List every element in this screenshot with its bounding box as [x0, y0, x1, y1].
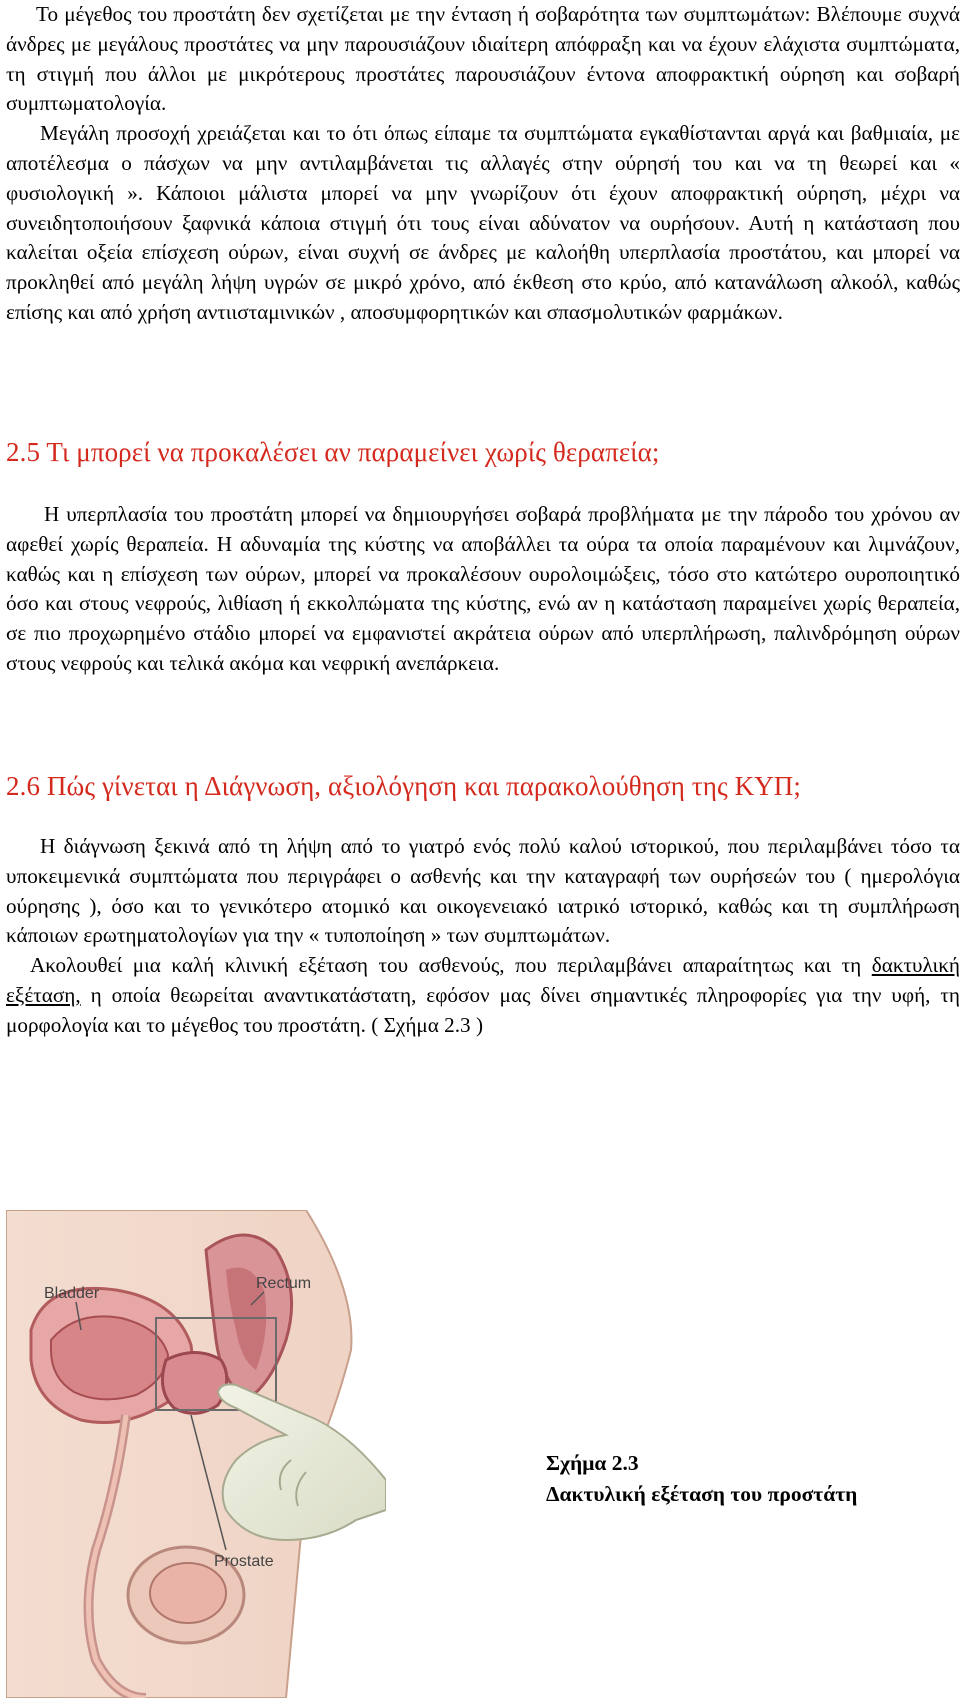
- paragraph-clinical-exam: [6, 951, 960, 1040]
- digital-exam-underlined: δακτυλική εξέταση,: [6, 953, 960, 1007]
- figure-caption: [546, 1448, 857, 1510]
- paragraph-diagnosis-history: Η διάγνωση ξεκινά από τη λήψη από το γιατρό ενός πολύ καλού ιστορικού, που περιλαμβάνει τόσο τα υποκειμενικά συμπτώματα που περιγράφει ο ασθενής και την καταγραφή των ουρήσεών του ( ημερολόγια ούρησης ), όσο και το γενικότερο ατομικό και οικογενειακό ιατρικό ιστορικό, καθώς και τη συμπλήρωση κάποιων ερωτηματολογίων για την « τυποποίηση » των συμπτωμάτων.: [6, 834, 960, 948]
- label-prostate: Prostate: [214, 1553, 274, 1570]
- label-rectum: Rectum: [256, 1275, 312, 1292]
- section-2-5-body: [6, 500, 960, 679]
- figure-caption-number: Σχήμα 2.3: [546, 1451, 639, 1475]
- top-text: [6, 0, 960, 328]
- paragraph-prostate-size: Το μέγεθος του προστάτη δεν σχετίζεται με την ένταση ή σοβαρότητα των συμπτωμάτων: Βλέπουμε συχνά άνδρες με μεγάλους προστάτες να μην παρουσιάζουν ιδιαίτερη απόφραξη και να έχουν ελάχιστα συμπτώματα, τη στιγμή που άλλοι με μικρότερους προστάτες παρουσιάζουν έντονα αποφρακτική ούρηση και σοβαρή συμπτωματολογία.: [6, 2, 960, 116]
- label-bladder: Bladder: [44, 1285, 100, 1302]
- clinical-exam-text-start: Ακολουθεί μια καλή κλινική εξέταση του ασθενούς, που περιλαμβάνει απαραίτητως και τη: [30, 953, 872, 978]
- figure-caption-title: Δακτυλική εξέταση του προστάτη: [546, 1482, 858, 1506]
- section-heading-2-5: 2.5 Τι μπορεί να προκαλέσει αν παραμείνει χωρίς θεραπεία;: [6, 437, 660, 467]
- section-heading-2-6: 2.6 Πώς γίνεται η Διάγνωση, αξιολόγηση και παρακολούθηση της ΚΥΠ;: [6, 771, 801, 801]
- anatomy-illustration: [6, 1210, 386, 1698]
- paragraph-gradual-symptoms: Μεγάλη προσοχή χρειάζεται και το ότι όπως είπαμε τα συμπτώματα εγκαθίστανται αργά και βαθμιαία, με αποτέλεσμα ο πάσχων να μην αντιλαμβάνεται τις αλλαγές στην ούρησή του και να τη θεωρεί και « φυσιολογική ». Κάποιοι μάλιστα μπορεί να μην γνωρίζουν ότι έχουν αποφρακτική ούρηση, μέχρι να συνειδητοποιήσουν ξαφνικά κάποια στιγμή ότι τους είναι αδύνατον να ουρήσουν. Αυτή η κατάσταση που καλείται οξεία επίσχεση ούρων, είναι συχνή σε άνδρες με καλοήθη υπερπλασία προστάτου, και μπορεί να προκληθεί από μεγάλη λήψη υγρών σε μικρό χρόνο, από έκθεση στο κρύο, από κατανάλωση αλκοόλ, καθώς επίσης και από χρήση αντιισταμινικών , αποσυμφορητικών και σπασμολυτικών φαρμάκων.: [6, 121, 960, 324]
- paragraph-untreated-consequences: Η υπερπλασία του προστάτη μπορεί να δημιουργήσει σοβαρά προβλήματα με την πάροδο του χρόνου αν αφεθεί χωρίς θεραπεία. Η αδυναμία της κύστης να αποβάλλει τα ούρα τα οποία παραμένουν και λιμνάζουν, καθώς και η επίσχεση των ούρων, μπορεί να προκαλέσουν ουρολοιμώξεις, τόσο στο κατώτερο ουροποιητικό όσο και στους νεφρούς, λιθίαση ή εκκολπώματα της κύστης, ενώ αν η κατάσταση παραμείνει χωρίς θεραπεία, σε πιο προχωρημένο στάδιο μπορεί να εμφανιστεί ακράτεια ούρων από υπερπλήρωση, παλινδρόμηση ούρων στους νεφρούς και τελικά ακόμα και νεφρική ανεπάρκεια.: [6, 502, 960, 675]
- clinical-exam-text-end: η οποία θεωρείται αναντικατάστατη, εφόσον μας δίνει σημαντικές πληροφορίες για την υφή, τη μορφολογία και το μέγεθος του προστάτη. ( Σχήμα 2.3 ): [6, 982, 960, 1037]
- figure-digital-rectal-exam: [6, 1210, 386, 1698]
- section-2-6-body: [6, 832, 960, 1041]
